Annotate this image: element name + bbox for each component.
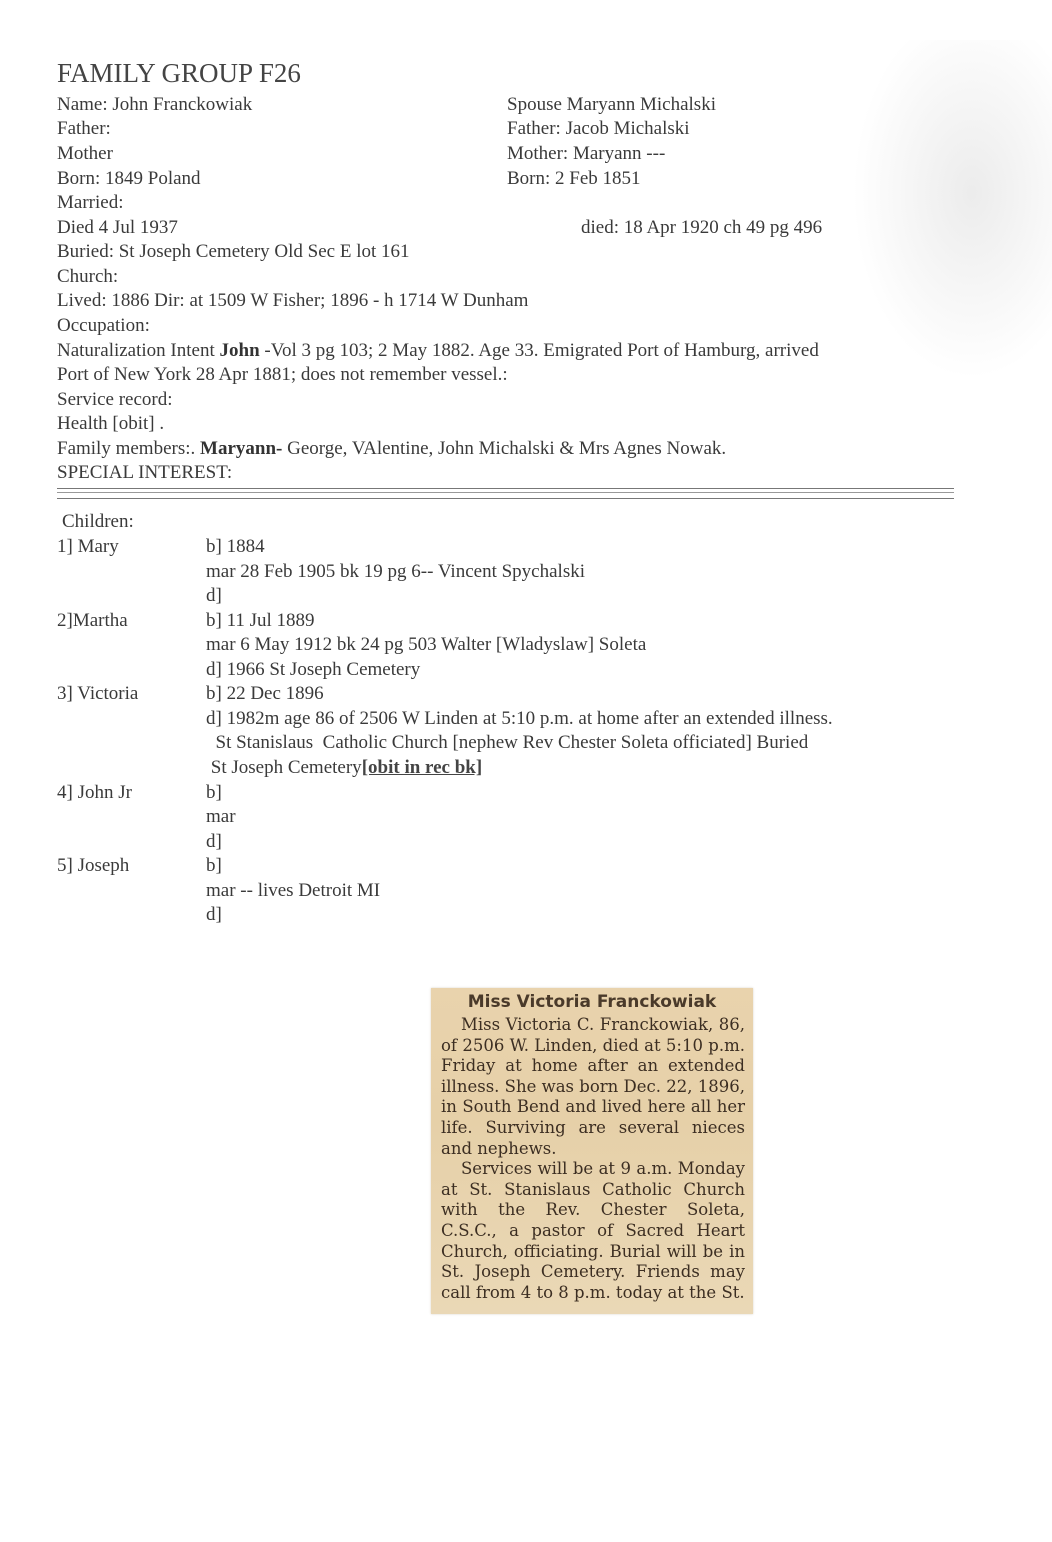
- clipping-title: Miss Victoria Franckowiak: [467, 992, 717, 1012]
- section-divider: [57, 488, 954, 499]
- name-field: Name: John Franckowiak: [57, 94, 253, 115]
- mother-field: Mother: [57, 143, 113, 164]
- born-field: Born: 1849 Poland: [57, 168, 201, 189]
- naturalization-prefix: Naturalization Intent: [57, 340, 220, 361]
- page-title: FAMILY GROUP F26: [57, 58, 301, 88]
- spouse-father-field: Father: Jacob Michalski: [507, 118, 690, 139]
- child-name: 2]Martha: [57, 610, 128, 631]
- child-died: d] 1982m age 86 of 2506 W Linden at 5:10 p.m. at home after an extended illness.: [206, 708, 833, 729]
- child-died: d]: [206, 904, 222, 925]
- child-married: mar -- lives Detroit MI: [206, 880, 381, 901]
- obit-reference-link[interactable]: [obit in rec bk]: [361, 757, 483, 778]
- clipping-paragraph: Services will be at 9 a.m. Monday at St. Stanislaus Catholic Church with the Rev. Chester Soleta, C.S.C., a pastor of Sacred Heart Church, officiating. Burial will be in St. Joseph Cemetery. Friends may call from 4 to 8 p.m. today at the St.: [441, 1159, 745, 1302]
- married-field: Married:: [57, 192, 124, 213]
- child-born: b]: [206, 782, 222, 803]
- clipping-body: [441, 1015, 745, 1303]
- occupation-field: Occupation:: [57, 315, 150, 336]
- child-married: mar: [206, 806, 236, 827]
- special-interest-field: SPECIAL INTEREST:: [57, 462, 233, 483]
- burial-text: St Joseph Cemetery: [206, 757, 362, 778]
- child-died: d]: [206, 831, 222, 852]
- child-born: b]: [206, 855, 222, 876]
- child-name: 4] John Jr: [57, 782, 132, 803]
- lived-field: Lived: 1886 Dir: at 1509 W Fisher; 1896 - h 1714 W Dunham: [57, 290, 529, 311]
- child-name: 1] Mary: [57, 536, 119, 557]
- child-died: d]: [206, 585, 222, 606]
- child-name: 3] Victoria: [57, 683, 139, 704]
- child-born: b] 11 Jul 1889: [206, 610, 315, 631]
- health-field: Health [obit] .: [57, 413, 165, 434]
- family-members-field: [57, 438, 726, 460]
- child-married: mar 28 Feb 1905 bk 19 pg 6-- Vincent Spychalski: [206, 561, 585, 582]
- children-label: Children:: [62, 511, 134, 532]
- scan-smudge: [852, 40, 1052, 380]
- child-married: mar 6 May 1912 bk 24 pg 503 Walter [Wladyslaw] Soleta: [206, 634, 647, 655]
- child-church-note: St Stanislaus Catholic Church [nephew Rev Chester Soleta officiated] Buried: [206, 732, 809, 753]
- naturalization-details: -Vol 3 pg 103; 2 May 1882. Age 33. Emigrated Port of Hamburg, arrived: [259, 340, 819, 361]
- father-field: Father:: [57, 118, 111, 139]
- church-field: Church:: [57, 266, 119, 287]
- spouse-born-field: Born: 2 Feb 1851: [507, 168, 641, 189]
- died-field: Died 4 Jul 1937: [57, 217, 178, 238]
- naturalization-line2: Port of New York 28 Apr 1881; does not remember vessel.:: [57, 364, 508, 385]
- spouse-mother-field: Mother: Maryann ---: [507, 143, 666, 164]
- child-born: b] 22 Dec 1896: [206, 683, 324, 704]
- child-born: b] 1884: [206, 536, 265, 557]
- family-prefix: Family members:.: [57, 438, 201, 459]
- naturalization-field: [57, 340, 819, 362]
- spouse-died-field: died: 18 Apr 1920 ch 49 pg 496: [581, 217, 823, 238]
- child-name: 5] Joseph: [57, 855, 130, 876]
- clipping-paragraph: Miss Victoria C. Franckowiak, 86, of 2506 W. Linden, died at 5:10 p.m. Friday at home after an extended illness. She was born Dec. 22, 1896, in South Bend and lived here all her life. Surviving are several nieces and nephews.: [441, 1015, 745, 1158]
- buried-field: Buried: St Joseph Cemetery Old Sec E lot 161: [57, 241, 410, 262]
- obituary-clipping: [431, 988, 753, 1314]
- spouse-field: Spouse Maryann Michalski: [507, 94, 716, 115]
- family-spouse: Maryann-: [200, 438, 283, 459]
- child-burial-note: [206, 757, 482, 779]
- service-field: Service record:: [57, 389, 173, 410]
- naturalization-name: John: [219, 340, 260, 361]
- child-died: d] 1966 St Joseph Cemetery: [206, 659, 421, 680]
- family-list: George, VAlentine, John Michalski & Mrs Agnes Nowak.: [282, 438, 727, 459]
